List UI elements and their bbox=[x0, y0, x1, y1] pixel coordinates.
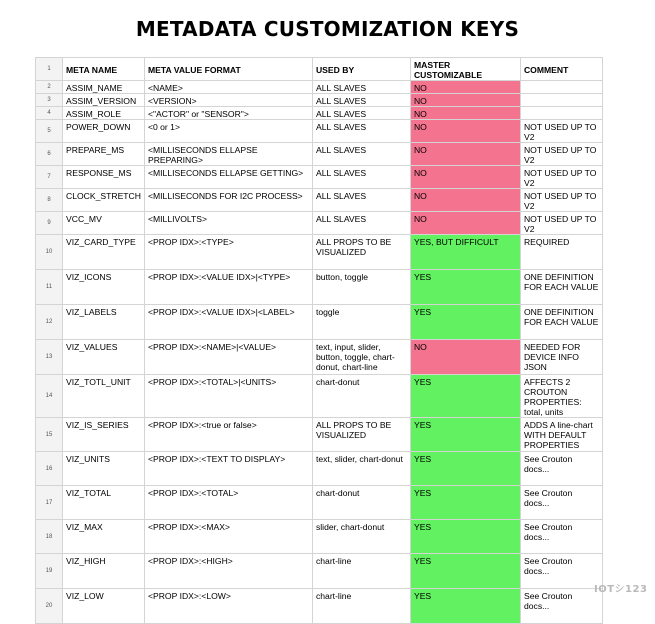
used-by-cell: ALL SLAVES bbox=[312, 189, 410, 212]
row-number: 17 bbox=[36, 486, 63, 520]
meta-name-cell: PREPARE_MS bbox=[63, 143, 145, 166]
page-title: METADATA CUSTOMIZATION KEYS bbox=[135, 17, 520, 41]
meta-name-cell: VIZ_TOTL_UNIT bbox=[63, 375, 145, 418]
used-by-cell: ALL SLAVES bbox=[312, 212, 410, 235]
table-row bbox=[36, 486, 603, 520]
header-row bbox=[36, 58, 603, 81]
meta-name-cell: RESPONSE_MS bbox=[63, 166, 145, 189]
master-customizable-cell: NO bbox=[410, 212, 520, 235]
row-number: 16 bbox=[36, 452, 63, 486]
meta-value-format-cell: <MILLISECONDS FOR I2C PROCESS> bbox=[144, 189, 312, 212]
meta-value-format-cell: <VERSION> bbox=[144, 94, 312, 107]
comment-cell: NOT USED UP TO V2 bbox=[520, 166, 602, 189]
comment-cell: See Crouton docs... bbox=[520, 486, 602, 520]
master-customizable-cell: YES bbox=[410, 270, 520, 305]
used-by-cell: ALL SLAVES bbox=[312, 81, 410, 94]
comment-cell: ONE DEFINITION FOR EACH VALUE bbox=[520, 305, 602, 340]
meta-value-format-cell: <0 or 1> bbox=[144, 120, 312, 143]
row-number: 19 bbox=[36, 554, 63, 589]
meta-value-format-cell: <PROP IDX>:<TOTAL> bbox=[144, 486, 312, 520]
used-by-cell: text, input, slider, button, toggle, chart-donut, chart-line bbox=[312, 340, 410, 375]
table-row bbox=[36, 94, 603, 107]
table-row bbox=[36, 120, 603, 143]
row-number: 1 bbox=[36, 58, 63, 81]
master-customizable-cell: YES, BUT DIFFICULT bbox=[410, 235, 520, 270]
comment-cell bbox=[520, 81, 602, 94]
used-by-cell: slider, chart-donut bbox=[312, 520, 410, 554]
master-customizable-cell: NO bbox=[410, 107, 520, 120]
table-row bbox=[36, 143, 603, 166]
table-row bbox=[36, 235, 603, 270]
meta-name-cell: VIZ_UNITS bbox=[63, 452, 145, 486]
table-row bbox=[36, 107, 603, 120]
master-customizable-cell: NO bbox=[410, 120, 520, 143]
meta-name-cell: VIZ_IS_SERIES bbox=[63, 418, 145, 452]
used-by-cell: chart-donut bbox=[312, 375, 410, 418]
meta-value-format-cell: <NAME> bbox=[144, 81, 312, 94]
meta-name-cell: ASSIM_VERSION bbox=[63, 94, 145, 107]
meta-value-format-cell: <PROP IDX>:<LOW> bbox=[144, 589, 312, 624]
row-number: 2 bbox=[36, 81, 63, 94]
table-row bbox=[36, 340, 603, 375]
master-customizable-cell: NO bbox=[410, 143, 520, 166]
master-customizable-cell: NO bbox=[410, 94, 520, 107]
used-by-cell: ALL SLAVES bbox=[312, 166, 410, 189]
row-number: 8 bbox=[36, 189, 63, 212]
meta-value-format-cell: <PROP IDX>:<MAX> bbox=[144, 520, 312, 554]
row-number: 4 bbox=[36, 107, 63, 120]
meta-value-format-cell: <PROP IDX>:<HIGH> bbox=[144, 554, 312, 589]
row-number: 7 bbox=[36, 166, 63, 189]
watermark-logo: IOTシ123 bbox=[594, 584, 648, 595]
comment-cell: See Crouton docs... bbox=[520, 452, 602, 486]
row-number: 9 bbox=[36, 212, 63, 235]
used-by-cell: ALL PROPS TO BE VISUALIZED bbox=[312, 418, 410, 452]
used-by-cell: chart-line bbox=[312, 554, 410, 589]
row-number: 13 bbox=[36, 340, 63, 375]
meta-value-format-cell: <PROP IDX>:<VALUE IDX>|<LABEL> bbox=[144, 305, 312, 340]
table-row bbox=[36, 418, 603, 452]
meta-value-format-cell: <"ACTOR" or "SENSOR"> bbox=[144, 107, 312, 120]
row-number: 14 bbox=[36, 375, 63, 418]
comment-cell: NOT USED UP TO V2 bbox=[520, 189, 602, 212]
comment-cell: AFFECTS 2 CROUTON PROPERTIES: total, units bbox=[520, 375, 602, 418]
used-by-cell: button, toggle bbox=[312, 270, 410, 305]
table-body bbox=[36, 58, 603, 624]
meta-value-format-cell: <MILLISECONDS ELLAPSE PREPARING> bbox=[144, 143, 312, 166]
master-customizable-cell: NO bbox=[410, 189, 520, 212]
row-number: 12 bbox=[36, 305, 63, 340]
master-customizable-cell: YES bbox=[410, 452, 520, 486]
meta-value-format-cell: <PROP IDX>:<TEXT TO DISPLAY> bbox=[144, 452, 312, 486]
table-row bbox=[36, 452, 603, 486]
comment-cell: See Crouton docs... bbox=[520, 589, 602, 624]
meta-value-format-cell: <PROP IDX>:<true or false> bbox=[144, 418, 312, 452]
used-by-cell: ALL PROPS TO BE VISUALIZED bbox=[312, 235, 410, 270]
used-by-cell: ALL SLAVES bbox=[312, 107, 410, 120]
comment-cell: See Crouton docs... bbox=[520, 520, 602, 554]
row-number: 6 bbox=[36, 143, 63, 166]
comment-cell: See Crouton docs... bbox=[520, 554, 602, 589]
meta-name-cell: VIZ_VALUES bbox=[63, 340, 145, 375]
meta-value-format-cell: <MILLIVOLTS> bbox=[144, 212, 312, 235]
table-row bbox=[36, 305, 603, 340]
header-comment: COMMENT bbox=[520, 58, 602, 81]
meta-name-cell: VIZ_LABELS bbox=[63, 305, 145, 340]
master-customizable-cell: YES bbox=[410, 520, 520, 554]
table-row bbox=[36, 189, 603, 212]
master-customizable-cell: YES bbox=[410, 554, 520, 589]
table-row bbox=[36, 554, 603, 589]
header-master-customizable: MASTER CUSTOMIZABLE bbox=[410, 58, 520, 81]
comment-cell: NEEDED FOR DEVICE INFO JSON bbox=[520, 340, 602, 375]
row-number: 5 bbox=[36, 120, 63, 143]
used-by-cell: chart-line bbox=[312, 589, 410, 624]
master-customizable-cell: NO bbox=[410, 81, 520, 94]
meta-name-cell: VIZ_HIGH bbox=[63, 554, 145, 589]
row-number: 3 bbox=[36, 94, 63, 107]
master-customizable-cell: YES bbox=[410, 418, 520, 452]
header-meta-name: META NAME bbox=[63, 58, 145, 81]
used-by-cell: ALL SLAVES bbox=[312, 94, 410, 107]
meta-name-cell: VIZ_TOTAL bbox=[63, 486, 145, 520]
header-meta-value-format: META VALUE FORMAT bbox=[144, 58, 312, 81]
comment-cell: NOT USED UP TO V2 bbox=[520, 143, 602, 166]
meta-name-cell: CLOCK_STRETCH bbox=[63, 189, 145, 212]
used-by-cell: toggle bbox=[312, 305, 410, 340]
meta-name-cell: VCC_MV bbox=[63, 212, 145, 235]
row-number: 10 bbox=[36, 235, 63, 270]
row-number: 15 bbox=[36, 418, 63, 452]
table-row bbox=[36, 166, 603, 189]
meta-value-format-cell: <PROP IDX>:<TOTAL>|<UNITS> bbox=[144, 375, 312, 418]
meta-value-format-cell: <PROP IDX>:<TYPE> bbox=[144, 235, 312, 270]
comment-cell: ADDS A line-chart WITH DEFAULT PROPERTIES bbox=[520, 418, 602, 452]
table-row bbox=[36, 589, 603, 624]
comment-cell: NOT USED UP TO V2 bbox=[520, 120, 602, 143]
spreadsheet-table bbox=[35, 57, 603, 624]
meta-name-cell: VIZ_LOW bbox=[63, 589, 145, 624]
meta-value-format-cell: <PROP IDX>:<NAME>|<VALUE> bbox=[144, 340, 312, 375]
table-row bbox=[36, 81, 603, 94]
table-row bbox=[36, 520, 603, 554]
master-customizable-cell: NO bbox=[410, 340, 520, 375]
meta-name-cell: VIZ_CARD_TYPE bbox=[63, 235, 145, 270]
row-number: 11 bbox=[36, 270, 63, 305]
master-customizable-cell: YES bbox=[410, 486, 520, 520]
meta-name-cell: VIZ_MAX bbox=[63, 520, 145, 554]
master-customizable-cell: YES bbox=[410, 305, 520, 340]
used-by-cell: ALL SLAVES bbox=[312, 120, 410, 143]
meta-value-format-cell: <MILLISECONDS ELLAPSE GETTING> bbox=[144, 166, 312, 189]
used-by-cell: text, slider, chart-donut bbox=[312, 452, 410, 486]
row-number: 20 bbox=[36, 589, 63, 624]
table-row bbox=[36, 270, 603, 305]
used-by-cell: ALL SLAVES bbox=[312, 143, 410, 166]
comment-cell: ONE DEFINITION FOR EACH VALUE bbox=[520, 270, 602, 305]
master-customizable-cell: YES bbox=[410, 375, 520, 418]
meta-value-format-cell: <PROP IDX>:<VALUE IDX>|<TYPE> bbox=[144, 270, 312, 305]
master-customizable-cell: NO bbox=[410, 166, 520, 189]
comment-cell: NOT USED UP TO V2 bbox=[520, 212, 602, 235]
header-used-by: USED BY bbox=[312, 58, 410, 81]
meta-name-cell: ASSIM_NAME bbox=[63, 81, 145, 94]
row-number: 18 bbox=[36, 520, 63, 554]
table-row bbox=[36, 375, 603, 418]
meta-name-cell: ASSIM_ROLE bbox=[63, 107, 145, 120]
meta-name-cell: POWER_DOWN bbox=[63, 120, 145, 143]
meta-name-cell: VIZ_ICONS bbox=[63, 270, 145, 305]
master-customizable-cell: YES bbox=[410, 589, 520, 624]
comment-cell bbox=[520, 94, 602, 107]
table-row bbox=[36, 212, 603, 235]
comment-cell: REQUIRED bbox=[520, 235, 602, 270]
used-by-cell: chart-donut bbox=[312, 486, 410, 520]
comment-cell bbox=[520, 107, 602, 120]
